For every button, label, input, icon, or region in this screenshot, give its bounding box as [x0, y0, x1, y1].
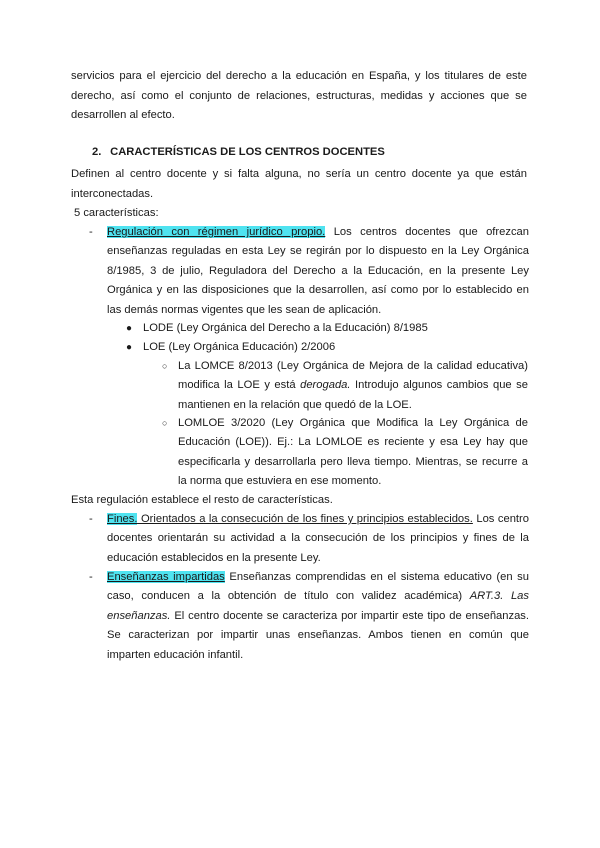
fines-underlined: Orientados a la consecución de los fines y principios establecidos. [137, 513, 473, 525]
regulacion-text: Los centros docentes que ofrezcan enseñanzas reguladas en esta Ley se regirán por lo dispuesto en la Ley Orgánica 8/1985, 3 de julio, Reguladora del Derecho a la Educación, en la presente Ley Orgánica y en las disposiciones que la desarrollen, así como por lo establecido en las demás normas vigentes que les sean de aplicación. [107, 226, 529, 316]
section-title: CARACTERÍSTICAS DE LOS CENTROS DOCENTES [110, 146, 385, 158]
section-number: 2. [92, 146, 102, 158]
bullet-lode-text: LODE (Ley Orgánica del Derecho a la Educación) 8/1985 [143, 322, 428, 334]
lomce-italic: derogada. [300, 379, 351, 392]
lomce-text: La LOMCE 8/2013 (Ley Orgánica de Mejora de la calidad educativa) modifica la LOE y está [178, 360, 528, 392]
bullet-lode [126, 319, 428, 338]
dash-marker: - [89, 571, 93, 583]
highlight-ensenanzas: Enseñanzas impartidas [107, 571, 225, 583]
fines-text: Los centro docentes orientarán su actividad a la consecución de los principios y fines de la educación establecidos en la presente Ley. [107, 513, 529, 564]
ensenanzas-italic: ART.3. Las enseñanzas. [107, 590, 530, 622]
bullet-marker: ● [126, 342, 133, 353]
highlight-fines: Fines. [107, 513, 138, 525]
bullet-loe [126, 338, 335, 357]
intro-paragraph: servicios para el ejercicio del derecho a la educación en España, y los titulares de este derecho, así como el conjunto de relaciones, estructuras, medidas y acciones que se desarrollen al efecto. [71, 70, 527, 122]
circle-marker: ○ [162, 418, 168, 428]
dash-marker: - [89, 513, 93, 525]
highlight-regulacion: Regulación con régimen jurídico propio. [107, 226, 326, 238]
definition-paragraph: Definen al centro docente y si falta alguna, no sería un centro docente ya que están interconectadas. [71, 168, 527, 200]
list-item-ensenanzas [89, 568, 529, 665]
bullet-loe-text: LOE (Ley Orgánica Educación) 2/2006 [143, 341, 336, 353]
dash-marker: - [89, 226, 93, 238]
sub-item-lomloe [162, 414, 528, 492]
sub-item-lomce [162, 357, 528, 415]
regulation-note: Esta regulación establece el resto de características. [71, 494, 333, 506]
list-item-regulacion [89, 223, 529, 320]
section-heading [92, 146, 385, 158]
count-label: 5 características: [74, 207, 159, 219]
lomloe-text: LOMLOE 3/2020 (Ley Orgánica que Modifica la Ley Orgánica de Educación (LOE)). Ej.: La LOMLOE es reciente y esa Ley hay que especificarla y desarrollarla pero lleva tiempo. Mientras, se recurre a la norma que estuviera en ese momento. [178, 417, 528, 488]
list-item-fines [89, 510, 529, 568]
lomce-text-after: Introdujo algunos cambios que se mantienen en la relación que quedó de la LOE. [178, 379, 528, 411]
ensenanzas-text-after: El centro docente se caracteriza por impartir este tipo de enseñanzas. Se caracterizan por impartir unas enseñanzas. Ambos tienen en común que imparten educación infantil. [107, 609, 529, 661]
bullet-marker: ● [126, 323, 133, 334]
circle-marker: ○ [162, 361, 168, 371]
ensenanzas-text: Enseñanzas comprendidas en el sistema educativo (en su caso, conducen a la obtención de título con validez académica) [107, 571, 529, 603]
